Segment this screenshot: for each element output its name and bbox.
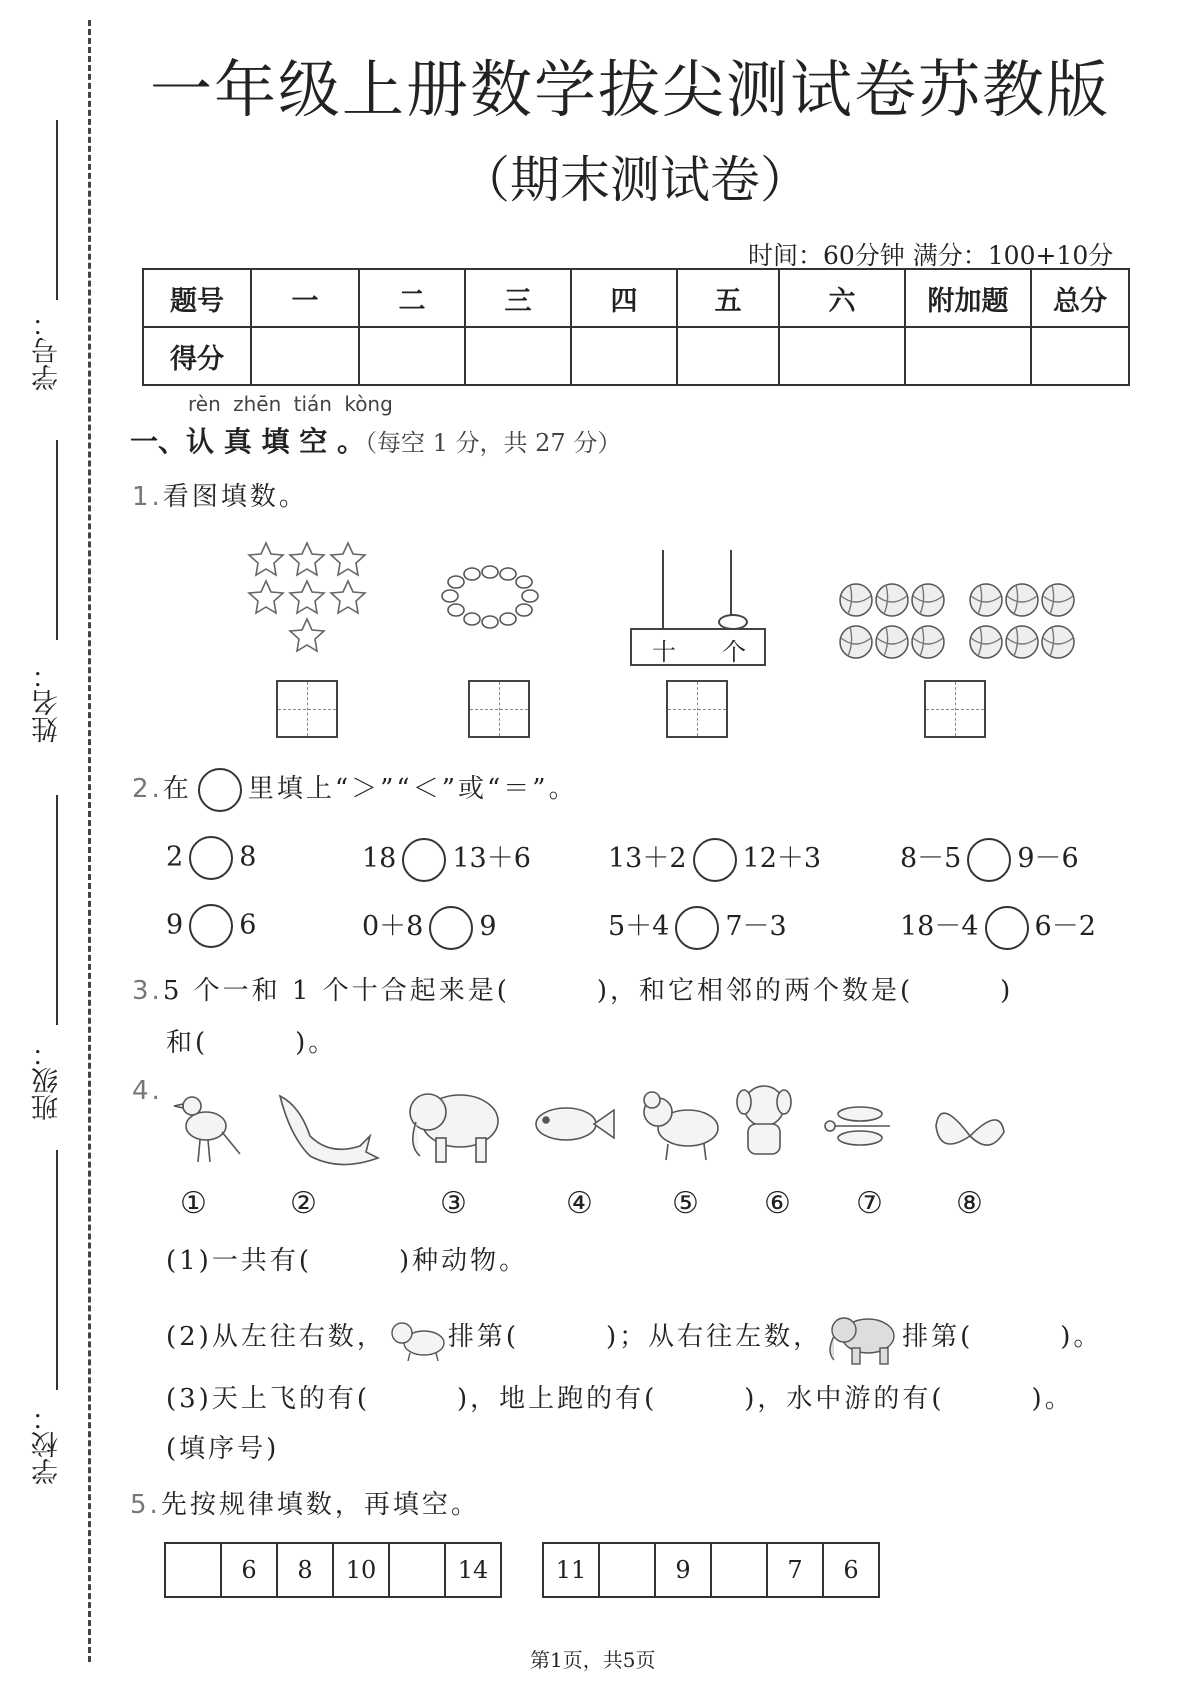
answer-box[interactable] (468, 680, 530, 738)
ball-icon (1042, 626, 1074, 658)
compare-item (362, 836, 531, 882)
star-icon (290, 619, 324, 651)
school-line (56, 1150, 58, 1390)
page-footer: 第1页，共5页 (530, 1648, 656, 1672)
ball-icon (840, 584, 872, 616)
compare-circle[interactable] (967, 838, 1011, 882)
question-text-post: 里填上“＞”“＜”或“＝”。 (247, 774, 578, 804)
sequence-cell: 7 (767, 1543, 823, 1597)
ball-icon (876, 626, 908, 658)
compare-left: 0＋8 (362, 911, 424, 942)
ball-icon (1042, 584, 1074, 616)
compare-circle[interactable] (402, 838, 446, 882)
score-cell[interactable] (905, 327, 1031, 385)
question-5 (130, 1484, 480, 1521)
compare-right: 8 (239, 841, 257, 873)
compare-circle[interactable] (675, 906, 719, 950)
compare-left: 18 (362, 843, 397, 874)
sequence-cell[interactable] (389, 1543, 445, 1597)
answer-box[interactable] (924, 680, 986, 738)
score-cell[interactable] (571, 327, 677, 385)
tens-label: 十 (652, 638, 676, 666)
score-cell[interactable] (465, 327, 571, 385)
score-header-cell: 六 (779, 269, 905, 327)
compare-left: 13＋2 (608, 843, 687, 874)
star-icon (290, 543, 324, 575)
score-cell[interactable] (677, 327, 779, 385)
compare-left: 2 (166, 841, 184, 873)
section-title-text: 一、认 真 填 空 。 (130, 425, 365, 458)
question-1 (132, 476, 308, 513)
question-text-pre: 在 (162, 774, 192, 804)
compare-left: 5＋4 (608, 911, 670, 942)
sequence-cell[interactable] (599, 1543, 655, 1597)
compare-item (608, 904, 787, 950)
question-4-part3-note: (填序号) (166, 1434, 280, 1464)
question-4-part1: (1)一共有( )种动物。 (166, 1246, 529, 1276)
star-icon (331, 543, 365, 575)
butterfly-icon (936, 1113, 1004, 1145)
ball-icon (912, 584, 944, 616)
score-cell[interactable] (1031, 327, 1129, 385)
sequence-cell: 14 (445, 1543, 501, 1597)
question-text: 先按规律填数，再填空。 (160, 1490, 480, 1520)
score-header-cell: 四 (571, 269, 677, 327)
animal-number: ⑥ (764, 1186, 791, 1221)
class-line (56, 795, 58, 1025)
star-icon (331, 581, 365, 613)
score-value-row (143, 327, 1129, 385)
question-number: 1. (132, 482, 163, 512)
animal-number: ④ (566, 1186, 593, 1221)
compare-circle[interactable] (189, 836, 233, 880)
compare-item (362, 904, 497, 950)
question-number: 5. (130, 1490, 161, 1520)
compare-right: 6－2 (1034, 911, 1096, 942)
compare-circle[interactable] (693, 838, 737, 882)
compare-item (608, 836, 821, 882)
score-header-cell: 附加题 (905, 269, 1031, 327)
class-label: 班级： (32, 1040, 63, 1121)
ball-icon (876, 584, 908, 616)
compare-right: 12＋3 (742, 843, 822, 874)
question-4-part2 (166, 1310, 1102, 1366)
name-line (56, 440, 58, 640)
dragonfly-icon (825, 1107, 890, 1145)
sheep-icon (644, 1092, 718, 1160)
tens-rod (662, 550, 664, 632)
number-sequence-1 (164, 1542, 502, 1598)
compare-right: 13＋6 (452, 843, 531, 874)
sequence-cell: 9 (655, 1543, 711, 1597)
question-text: 5 个一和 1 个十合起来是( )，和它相邻的两个数是( ) (162, 976, 1014, 1006)
question-3 (132, 970, 1013, 1007)
score-cell[interactable] (779, 327, 905, 385)
sequence-cell: 6 (823, 1543, 879, 1597)
score-cell[interactable] (251, 327, 359, 385)
bead-ring-picture (440, 562, 540, 632)
compare-right: 9 (479, 911, 497, 942)
animal-number: ③ (440, 1186, 467, 1221)
animal-number: ⑤ (672, 1186, 699, 1221)
animal-number: ⑦ (856, 1186, 883, 1221)
compare-item (900, 836, 1079, 882)
part2-text-b: 排第( )；从右往左数， (447, 1322, 823, 1352)
part2-text-c: 排第( )。 (902, 1322, 1103, 1352)
elephant-icon (822, 1310, 902, 1366)
binding-dashed-line (88, 20, 91, 1662)
score-row-label: 得分 (143, 327, 251, 385)
section-pinyin: rèn zhēn tián kòng (188, 392, 393, 416)
sequence-cell: 10 (333, 1543, 389, 1597)
star-icon (249, 581, 283, 613)
compare-item (166, 904, 256, 948)
ball-icon (912, 626, 944, 658)
ball-icon (970, 626, 1002, 658)
ball-icon (1006, 584, 1038, 616)
score-header-cell: 五 (677, 269, 779, 327)
question-3-line2: 和( )。 (166, 1028, 338, 1058)
answer-box[interactable] (276, 680, 338, 738)
part2-text-a: (2)从左往右数， (166, 1322, 386, 1352)
student-id-label: 学号： (32, 310, 63, 391)
page-subtitle: （期末测试卷） (460, 151, 810, 209)
compare-right: 7－3 (725, 911, 787, 942)
question-4 (132, 1076, 163, 1106)
star-icon (249, 543, 283, 575)
question-text: 看图填数。 (162, 482, 308, 512)
animals-row (170, 1076, 1010, 1176)
score-table (142, 268, 1130, 386)
school-label: 学校： (32, 1404, 63, 1485)
circle-icon (198, 768, 242, 812)
student-id-line (56, 120, 58, 300)
exam-meta: 时间：60分钟 满分：100+10分 (748, 241, 1114, 270)
animal-number: ① (180, 1186, 207, 1221)
section-note: （每空 1 分，共 27 分） (365, 429, 622, 457)
answer-box[interactable] (666, 680, 728, 738)
sequence-cell[interactable] (165, 1543, 221, 1597)
compare-right: 9－6 (1017, 843, 1079, 874)
ball-icon (970, 584, 1002, 616)
score-header-cell: 题号 (143, 269, 251, 327)
question-number: 2. (132, 774, 163, 804)
compare-left: 18－4 (900, 911, 979, 942)
section-title (130, 420, 621, 460)
sequence-cell: 11 (543, 1543, 599, 1597)
question-2 (132, 768, 578, 812)
compare-item (166, 836, 256, 880)
sequence-cell: 8 (277, 1543, 333, 1597)
score-header-cell: 一 (251, 269, 359, 327)
compare-right: 6 (239, 909, 257, 941)
question-number: 4. (132, 1076, 163, 1106)
animal-number: ⑧ (956, 1186, 983, 1221)
animal-number: ② (290, 1186, 317, 1221)
compare-circle[interactable] (985, 906, 1029, 950)
question-number: 3. (132, 976, 163, 1006)
number-sequence-2 (542, 1542, 880, 1598)
compare-circle[interactable] (189, 904, 233, 948)
bird-icon (174, 1097, 240, 1162)
score-header-cell: 二 (359, 269, 465, 327)
whale-icon (280, 1096, 378, 1165)
fish-icon (536, 1108, 614, 1140)
compare-item (900, 904, 1096, 950)
ball-icon (1006, 626, 1038, 658)
question-4-part3: (3)天上飞的有( )，地上跑的有( )，水中游的有( )。 (166, 1384, 1074, 1414)
compare-circle[interactable] (429, 906, 473, 950)
sequence-cell: 6 (221, 1543, 277, 1597)
score-header-cell: 三 (465, 269, 571, 327)
ball-icon (840, 626, 872, 658)
score-header-cell: 总分 (1031, 269, 1129, 327)
dog-icon (737, 1086, 791, 1154)
compare-left: 9 (166, 909, 184, 941)
score-header-row (143, 269, 1129, 327)
name-label: 姓名： (32, 662, 63, 743)
page-title: 一年级上册数学拔尖测试卷苏教版 (150, 53, 1111, 126)
elephant-icon (410, 1094, 498, 1162)
counting-frame-base (630, 628, 766, 666)
star-icon (290, 581, 324, 613)
score-cell[interactable] (359, 327, 465, 385)
stars-picture (244, 540, 374, 655)
sequence-cell[interactable] (711, 1543, 767, 1597)
compare-left: 8－5 (900, 843, 962, 874)
sheep-icon (386, 1315, 448, 1361)
balls-picture (836, 580, 1096, 660)
ones-label: 个 (722, 638, 746, 666)
